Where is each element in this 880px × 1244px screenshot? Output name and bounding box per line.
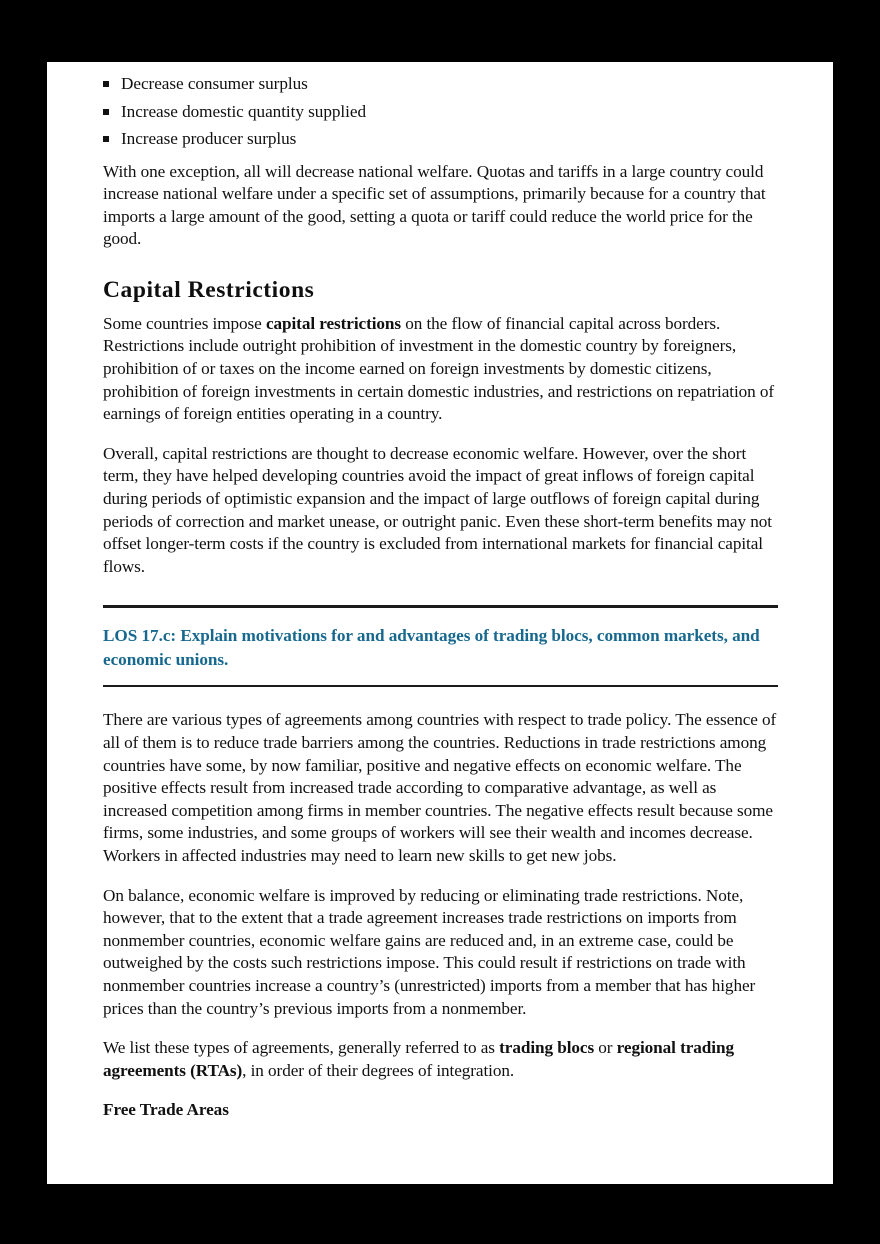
list-item [103, 70, 778, 98]
top-spacer [103, 62, 778, 70]
square-bullet-icon [103, 136, 109, 142]
square-bullet-icon [103, 81, 109, 87]
page-content [103, 62, 778, 1122]
paragraph-trading-blocs-2: On balance, economic welfare is improved by reducing or eliminating trade restrictions. Note, however, that to the extent that a trade agreement increases trade restrictions on imports from nonmember countries, economic welfare gains are reduced and, in an extreme case, could be outweighed by the costs such restrictions impose. This could result if restrictions on trade with nonmember countries increase a country’s (unrestricted) imports from a member that has higher prices than the country’s previous imports from a nonmember. [103, 885, 756, 1018]
text-run: We list these types of agreements, generally referred to as [103, 1038, 500, 1058]
heading-top-gap [103, 251, 778, 276]
paragraph-capital-restrictions-2: Overall, capital restrictions are thought to decrease economic welfare. However, over the short term, they have helped developing countries avoid the impact of great inflows of foreign capital during periods of optimistic expansion and the impact of large outflows of foreign capital during periods of correction and market unease, or outright panic. Even these short-term benefits may not offset longer-term costs if the country is excluded from international markets for financial capital flows. [103, 443, 772, 576]
los-statement: LOS 17.c: Explain motivations for and advantages of trading blocs, common markets, and economic unions. [103, 626, 760, 669]
term-capital-restrictions: capital restrictions [265, 313, 402, 333]
subheading-top-gap [103, 1082, 778, 1099]
bullets-bottom-spacer [103, 153, 778, 161]
paragraph-welfare-note: With one exception, all will decrease national welfare. Quotas and tariffs in a large country could increase national welfare under a specific set of assumptions, primarily because for a country that imports a large amount of the good, setting a quota or tariff could reduce the world price for the good. [103, 161, 766, 249]
subheading-free-trade-areas: Free Trade Areas [103, 1100, 229, 1120]
term-trading-blocs: trading blocs [499, 1038, 595, 1058]
paragraph-trading-blocs-1: There are various types of agreements among countries with respect to trade policy. The essence of all of them is to reduce trade barriers among the countries. Reductions in trade restrictions among countries have some, by now familiar, positive and negative effects on economic welfare. The positive effects result from increased trade according to comparative advantage, as well as increased competition among firms in member countries. The negative effects result because some firms, some industries, and some groups of workers will see their wealth and incomes decrease. Workers in affected industries may need to learn new skills to get new jobs. [103, 710, 777, 865]
section-heading-capital-restrictions: Capital Restrictions [103, 276, 315, 303]
list-item [103, 125, 778, 153]
square-bullet-icon [103, 109, 109, 115]
document-page [47, 62, 833, 1184]
los-bottom-gap [103, 687, 778, 709]
text-run: Some countries impose [103, 313, 266, 333]
term-regional-trading-agreements: regional trading agreements (RTAs) [103, 1038, 734, 1080]
list-item-label: Decrease consumer surplus [121, 74, 308, 93]
paragraph-trading-blocs-3 [103, 1037, 778, 1082]
list-item-label: Increase domestic quantity supplied [121, 101, 367, 121]
text-run: , in order of their degrees of integration. [242, 1060, 515, 1080]
heading-bottom-gap [103, 304, 778, 313]
list-item [103, 98, 778, 126]
list-item-label: Increase producer surplus [121, 129, 297, 148]
text-run: on the flow of financial capital across borders. Restrictions include outright prohibition of investment in the domestic country by foreigners, prohibition of or taxes on the income earned on foreign investments by domestic citizens, prohibition of foreign investments in certain domestic industries, and restrictions on repatriation of earnings of foreign entities operating in a country. [103, 313, 775, 424]
effects-bullet-list [103, 70, 778, 153]
los-callout [103, 605, 778, 687]
paragraph-capital-restrictions-1 [103, 313, 778, 426]
text-run: or [594, 1038, 617, 1058]
